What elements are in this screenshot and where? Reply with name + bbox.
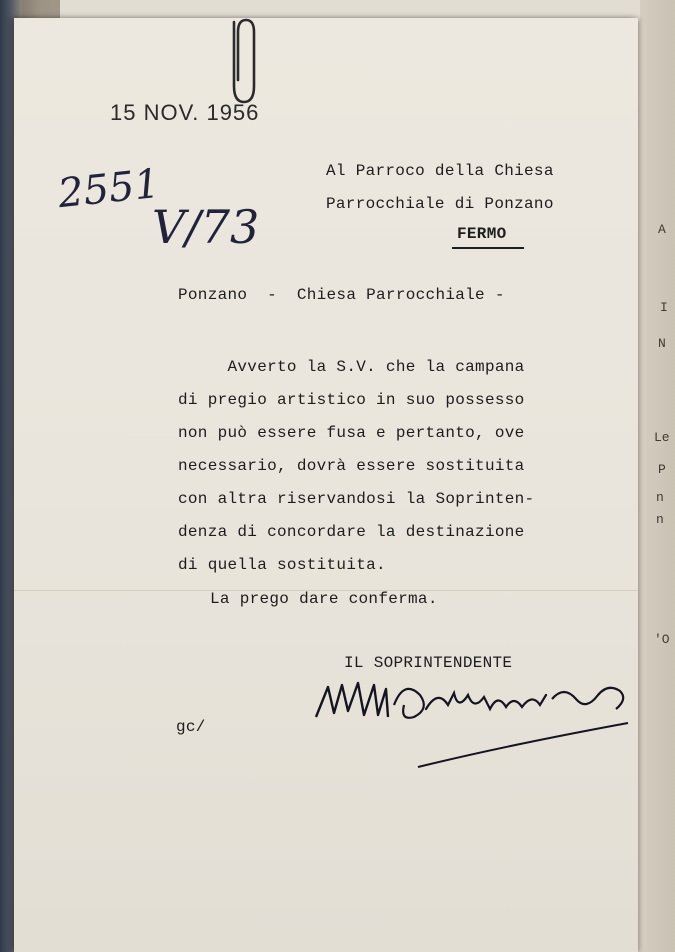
- paper-clip-icon: [220, 18, 260, 108]
- subject-line: Ponzano - Chiesa Parrocchiale -: [178, 286, 505, 304]
- body-line: di pregio artistico in suo possesso: [178, 391, 525, 409]
- background-text-fragment: A: [658, 222, 666, 237]
- addressee-line-1: Al Parroco della Chiesa: [326, 162, 554, 180]
- body-line: non può essere fusa e pertanto, ove: [178, 424, 525, 442]
- background-text-fragment: 'O: [654, 632, 670, 647]
- addressee-line-2: Parrocchiale di Ponzano: [326, 195, 554, 213]
- background-text-fragment: n: [656, 512, 664, 527]
- background-text-fragment: Le: [654, 430, 670, 445]
- background-text-fragment: P: [658, 462, 666, 477]
- background-text-fragment: N: [658, 336, 666, 351]
- body-line: necessario, dovrà essere sostituita: [178, 457, 525, 475]
- city-underline: [452, 247, 524, 249]
- date-stamp: 15 NOV. 1956: [110, 100, 260, 125]
- background-text-fragment: n: [656, 490, 664, 505]
- body-line: Avverto la S.V. che la campana: [178, 358, 525, 376]
- body-line: di quella sostituita.: [178, 556, 386, 574]
- letter-sheet: [14, 18, 638, 952]
- addressee-city: FERMO: [457, 225, 507, 243]
- signature-title: IL SOPRINTENDENTE: [344, 654, 513, 672]
- classification-number: V/73: [152, 200, 260, 254]
- body-line: denza di concordare la destinazione: [178, 523, 525, 541]
- handwritten-signature: [308, 665, 638, 775]
- background-text-fragment: I: [660, 300, 668, 315]
- typist-initials: gc/: [176, 718, 206, 736]
- closing-line: La prego dare conferma.: [210, 590, 438, 608]
- body-line: con altra riservandosi la Soprinten-: [178, 490, 535, 508]
- right-background-sheet: [632, 0, 675, 952]
- protocol-number: 2551: [55, 160, 162, 218]
